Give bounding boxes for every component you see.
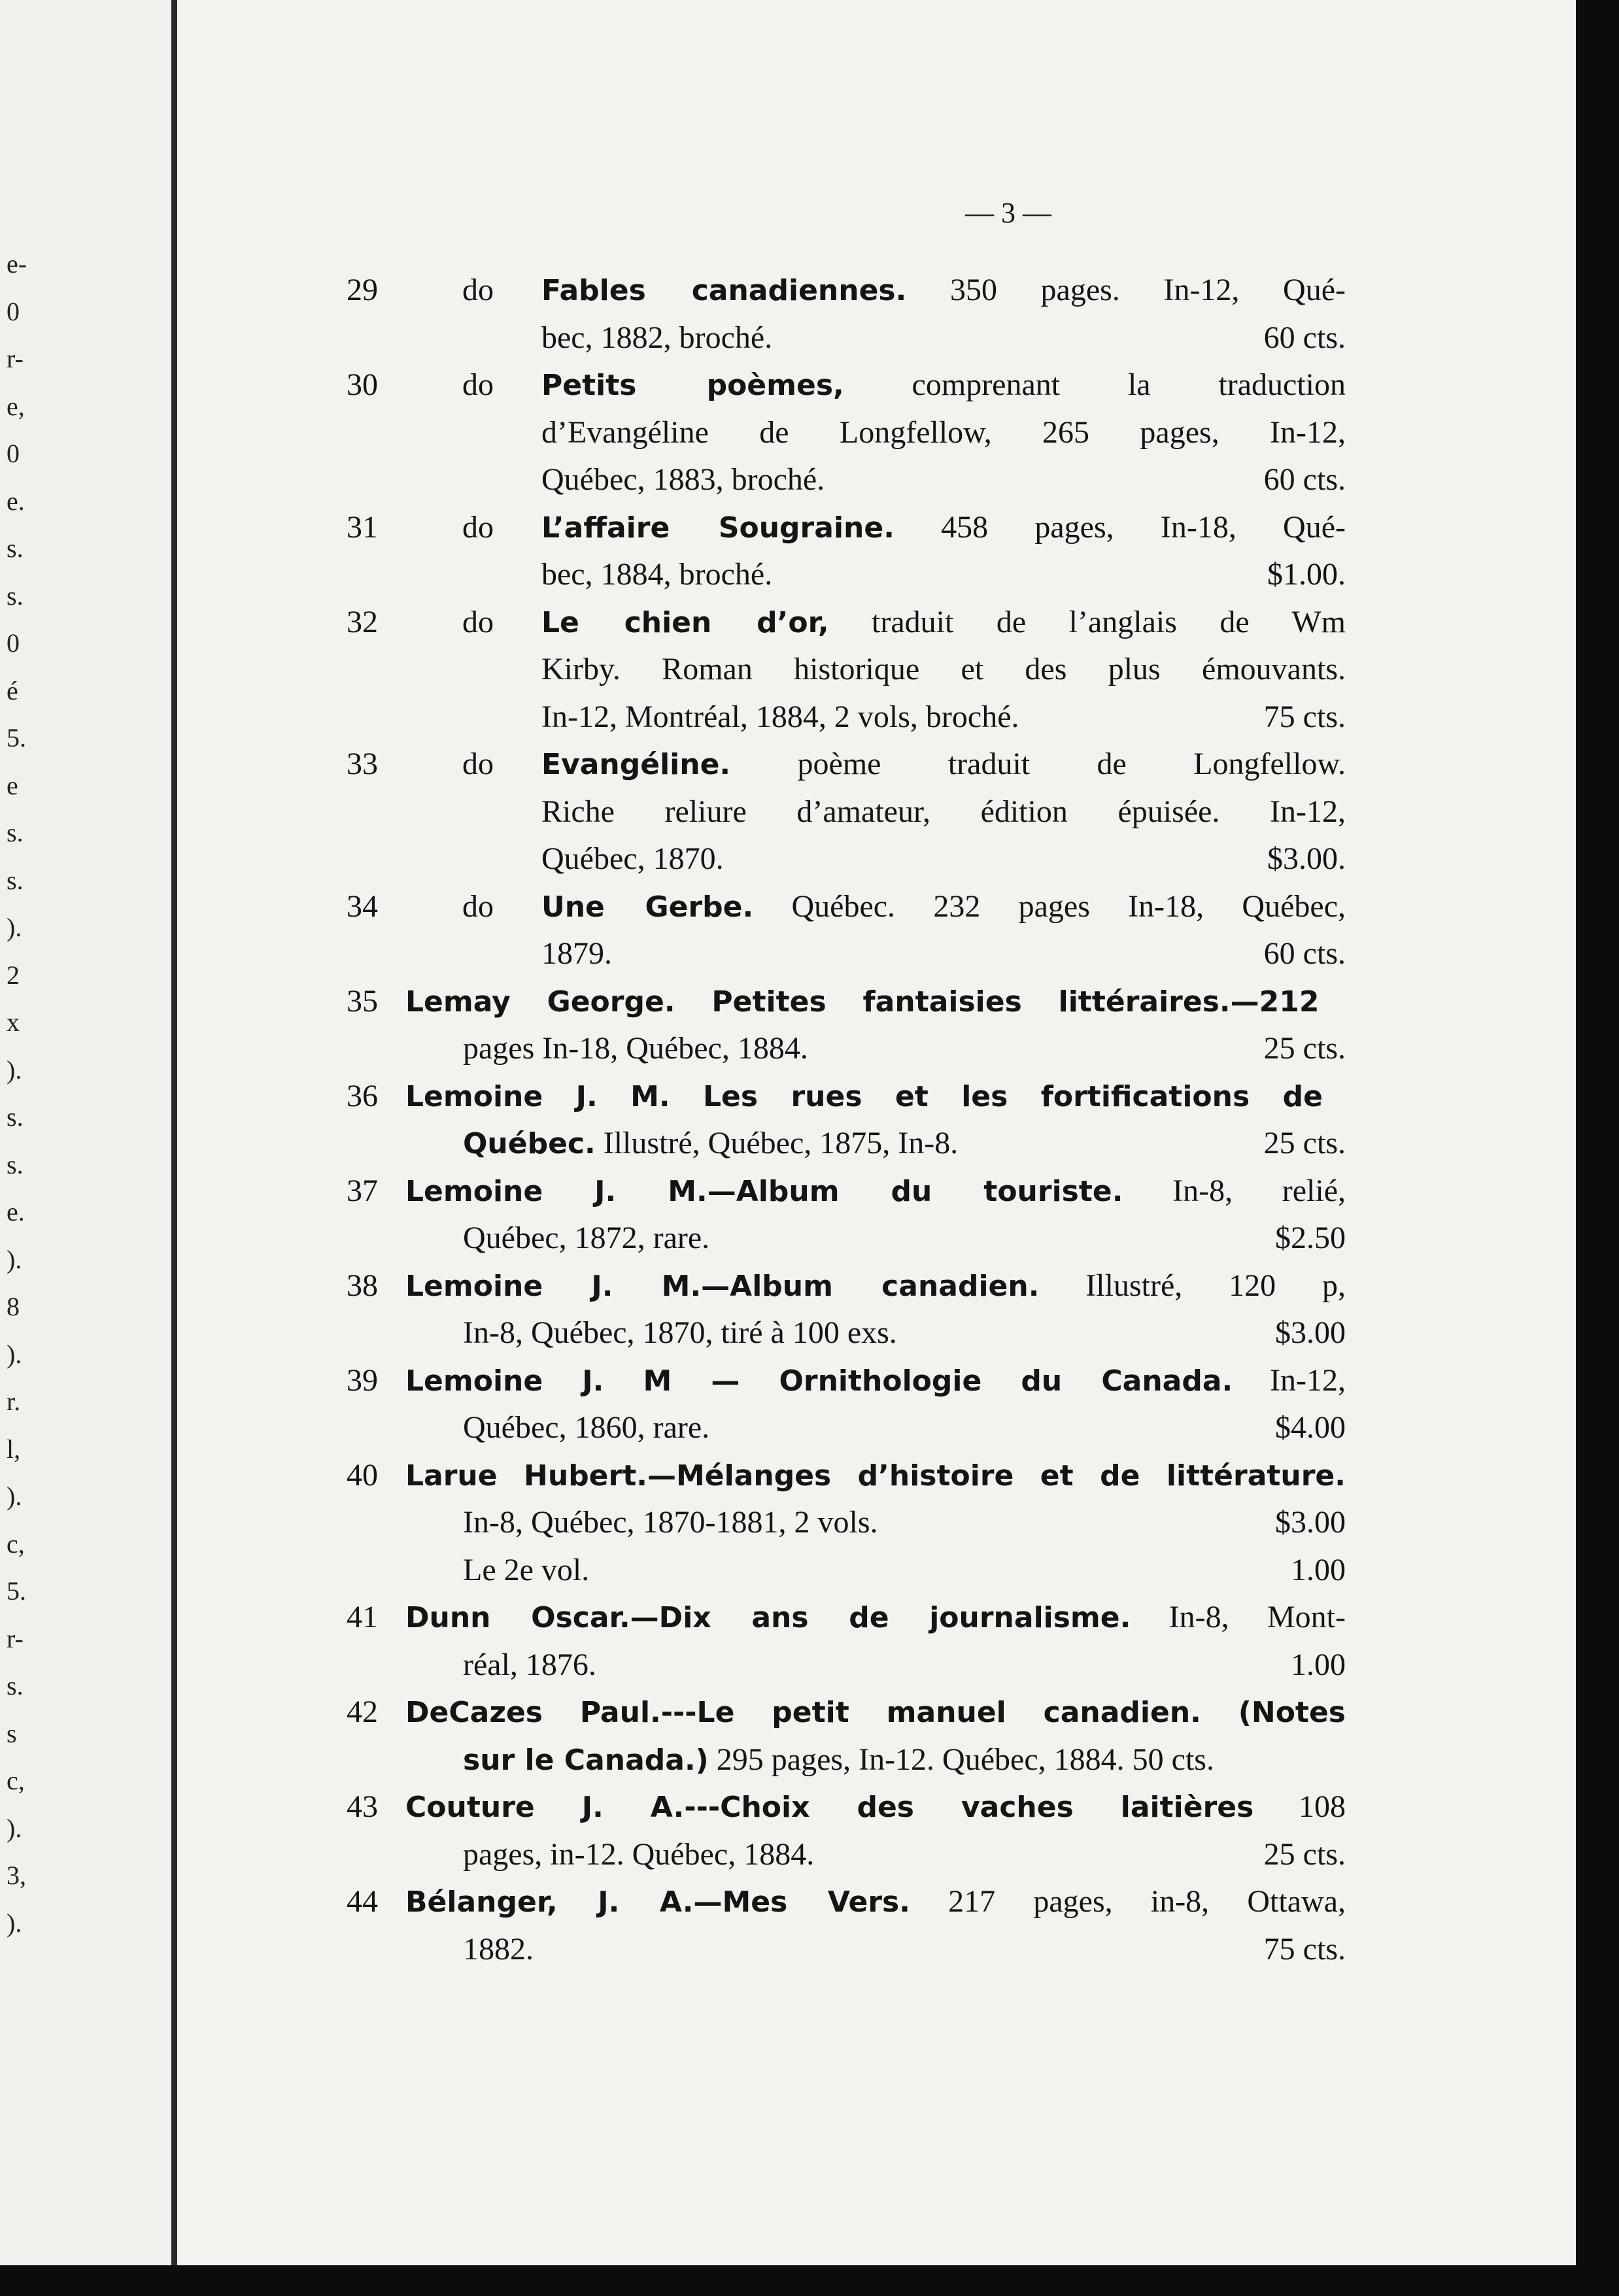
entry-detail: Illustré, 120 p, bbox=[1039, 1268, 1346, 1303]
entry-number: 43 bbox=[347, 1789, 378, 1824]
entry-text bbox=[541, 788, 1346, 836]
margin-fragment: 0 bbox=[7, 439, 20, 468]
entry-detail: In-8, Mont- bbox=[1131, 1600, 1346, 1634]
margin-fragment: s. bbox=[7, 865, 24, 895]
entry-detail: In-8, Québec, 1870-1881, 2 vols. bbox=[463, 1505, 878, 1540]
entry-line bbox=[0, 1452, 1619, 1499]
entry-number: 44 bbox=[347, 1884, 378, 1919]
entry-title: Evangéline. bbox=[541, 748, 731, 781]
entry-line bbox=[0, 1168, 1619, 1215]
margin-fragment: c, bbox=[7, 1528, 25, 1559]
margin-fragment: ). bbox=[7, 1813, 22, 1843]
entry-number: 29 bbox=[347, 273, 378, 307]
entry-ditto: do bbox=[462, 604, 494, 639]
margin-fragment: l, bbox=[7, 1434, 21, 1464]
entry-price: $3.00 bbox=[1275, 1505, 1346, 1540]
entry-title: Couture J. A.---Choix des vaches laitières bbox=[405, 1791, 1254, 1824]
margin-fragment: r- bbox=[7, 1623, 24, 1653]
entry-text bbox=[405, 1878, 1346, 1926]
entry-line bbox=[0, 314, 1619, 362]
entry-price: $2.50 bbox=[1275, 1221, 1346, 1255]
margin-fragment: ). bbox=[7, 1055, 22, 1085]
entry-text bbox=[541, 694, 1019, 741]
entry-title: sur le Canada.) bbox=[463, 1743, 709, 1777]
margin-fragment: 0 bbox=[7, 628, 20, 658]
entry-detail: Québec, 1872, rare. bbox=[463, 1221, 710, 1255]
entry-text bbox=[463, 1499, 878, 1546]
entry-detail: traduit de l’anglais de Wm bbox=[828, 604, 1346, 639]
entry-price: 25 cts. bbox=[1263, 1126, 1346, 1160]
entry-price: 25 cts. bbox=[1263, 1836, 1346, 1872]
margin-fragment: é bbox=[7, 675, 18, 705]
margin-fragment: c, bbox=[7, 1766, 25, 1795]
entry-title: Lemoine J. M. Les rues et les fortifications de bbox=[405, 1079, 1323, 1113]
entry-title: Une Gerbe. bbox=[541, 890, 754, 924]
entry-detail: 350 pages. In-12, Qué- bbox=[906, 273, 1346, 307]
entry-detail: pages, in-12. Québec, 1884. bbox=[463, 1836, 815, 1872]
entry-detail: pages In-18, Québec, 1884. bbox=[463, 1031, 808, 1066]
entry-detail: Le 2e vol. bbox=[463, 1552, 590, 1587]
entry-price: 60 cts. bbox=[1263, 936, 1346, 971]
margin-fragment: s. bbox=[7, 1671, 24, 1700]
entry-number: 39 bbox=[347, 1362, 378, 1398]
margin-fragment: s. bbox=[7, 1149, 24, 1179]
entry-text bbox=[405, 1262, 1346, 1310]
entry-detail: poème traduit de Longfellow. bbox=[730, 747, 1346, 781]
entry-text bbox=[541, 504, 1346, 552]
entry-text bbox=[463, 1736, 1214, 1784]
entry-title: Lemay George. Petites fantaisies littéraires.—212 bbox=[405, 985, 1320, 1019]
entry-number: 35 bbox=[347, 983, 378, 1019]
entry-line bbox=[0, 267, 1619, 314]
entry-line bbox=[0, 409, 1619, 456]
entry-title: Bélanger, J. A.—Mes Vers. bbox=[405, 1885, 910, 1919]
entry-text bbox=[405, 1357, 1346, 1405]
margin-fragment: ). bbox=[7, 913, 22, 942]
entry-line bbox=[0, 1642, 1619, 1689]
entry-text bbox=[405, 1168, 1346, 1215]
entry-price: 60 cts. bbox=[1263, 462, 1346, 497]
entry-title: Larue Hubert.—Mélanges d’histoire et de littérature. bbox=[405, 1459, 1346, 1493]
entry-detail: Riche reliure d’amateur, édition épuisée. In-12, bbox=[541, 794, 1346, 829]
entry-text bbox=[463, 1926, 534, 1973]
entry-text bbox=[405, 1783, 1346, 1831]
entry-text bbox=[463, 1642, 596, 1689]
margin-fragment: 8 bbox=[7, 1292, 20, 1321]
entry-number: 40 bbox=[347, 1457, 378, 1493]
entry-ditto: do bbox=[462, 367, 494, 402]
margin-fragment: e. bbox=[7, 1197, 25, 1226]
entry-number: 38 bbox=[347, 1268, 378, 1303]
entry-price: $3.00. bbox=[1267, 841, 1346, 876]
entry-line bbox=[0, 1736, 1619, 1783]
entry-price: $3.00 bbox=[1275, 1315, 1346, 1350]
entry-title: Lemoine J. M — Ornithologie du Canada. bbox=[405, 1364, 1233, 1398]
entry-line bbox=[0, 456, 1619, 503]
entry-text bbox=[541, 646, 1346, 693]
margin-fragment: e, bbox=[7, 391, 25, 421]
entry-title: Dunn Oscar.—Dix ans de journalisme. bbox=[405, 1601, 1131, 1634]
entry-number: 37 bbox=[347, 1173, 378, 1208]
entry-title: L’affaire Sougraine. bbox=[541, 511, 895, 545]
entry-line bbox=[0, 646, 1619, 693]
entry-line bbox=[0, 1357, 1619, 1404]
entry-detail: 295 pages, In-12. Québec, 1884. 50 cts. bbox=[708, 1742, 1214, 1777]
entry-detail: 1882. bbox=[463, 1931, 534, 1967]
entry-line bbox=[0, 930, 1619, 977]
entry-text bbox=[463, 1025, 808, 1072]
entry-title: Lemoine J. M.—Album canadien. bbox=[405, 1269, 1040, 1303]
entry-text bbox=[405, 1594, 1346, 1642]
entry-text bbox=[463, 1404, 709, 1451]
entry-detail: In-8, relié, bbox=[1123, 1173, 1346, 1208]
entry-detail: réal, 1876. bbox=[463, 1647, 596, 1682]
entry-text bbox=[405, 1452, 1346, 1500]
margin-fragment: 3, bbox=[7, 1861, 26, 1890]
entry-number: 36 bbox=[347, 1078, 378, 1113]
margin-fragment: 5. bbox=[7, 1576, 26, 1606]
margin-fragment: r- bbox=[7, 344, 24, 373]
entry-text bbox=[541, 362, 1346, 409]
margin-fragment: e bbox=[7, 770, 18, 800]
entry-ditto: do bbox=[462, 509, 494, 545]
entry-text bbox=[541, 836, 724, 883]
entry-line bbox=[0, 978, 1619, 1025]
entry-title: Québec. bbox=[463, 1127, 596, 1160]
entry-line bbox=[0, 599, 1619, 646]
entry-ditto: do bbox=[462, 747, 494, 781]
entry-line bbox=[0, 1120, 1619, 1167]
entry-title: Fables canadiennes. bbox=[541, 274, 907, 307]
entry-number: 32 bbox=[347, 604, 378, 639]
entry-detail: Québec, 1883, broché. bbox=[541, 462, 825, 497]
page-number: — 3 — bbox=[965, 197, 1051, 229]
entry-number: 41 bbox=[347, 1600, 378, 1634]
entry-line bbox=[0, 694, 1619, 741]
entry-detail: comprenant la traduction bbox=[844, 367, 1346, 402]
entry-line bbox=[0, 1831, 1619, 1878]
margin-fragment: x bbox=[7, 1007, 20, 1037]
margin-fragment: 0 bbox=[7, 296, 20, 326]
entry-detail: bec, 1884, broché. bbox=[541, 557, 773, 592]
entry-line bbox=[0, 1878, 1619, 1925]
entry-number: 42 bbox=[347, 1695, 378, 1729]
margin-fragment: ). bbox=[7, 1244, 22, 1274]
entry-line bbox=[0, 1499, 1619, 1546]
entry-detail: Québec. 232 pages In-18, Québec, bbox=[753, 888, 1346, 924]
entry-line bbox=[0, 1689, 1619, 1736]
entry-text bbox=[541, 599, 1346, 647]
margin-fragment: s. bbox=[7, 533, 24, 563]
entry-text bbox=[463, 1309, 897, 1357]
entry-ditto: do bbox=[462, 273, 494, 307]
entry-price: $4.00 bbox=[1275, 1410, 1346, 1445]
margin-fragment: s bbox=[7, 1718, 17, 1748]
entry-price: $1.00. bbox=[1267, 557, 1346, 592]
entry-detail: bec, 1882, broché. bbox=[541, 320, 773, 355]
entry-price: 1.00 bbox=[1291, 1647, 1346, 1682]
bottom-edge bbox=[0, 2265, 1619, 2296]
entry-title: Lemoine J. M.—Album du touriste. bbox=[405, 1174, 1123, 1208]
entry-text bbox=[541, 314, 772, 362]
entry-title: Petits poèmes, bbox=[541, 369, 844, 402]
entry-line bbox=[0, 362, 1619, 409]
entry-price: 1.00 bbox=[1291, 1552, 1346, 1587]
entry-line bbox=[0, 1594, 1619, 1641]
entry-text bbox=[541, 267, 1346, 314]
entry-detail: 1879. bbox=[541, 936, 612, 971]
margin-fragment: e. bbox=[7, 486, 25, 516]
entry-line bbox=[0, 1025, 1619, 1072]
entry-detail: d’Evangéline de Longfellow, 265 pages, In-12, bbox=[541, 414, 1346, 450]
entry-text bbox=[463, 1120, 958, 1168]
entry-number: 34 bbox=[347, 888, 378, 924]
entry-text bbox=[405, 1689, 1346, 1736]
entry-price: 75 cts. bbox=[1263, 699, 1346, 734]
margin-fragment: r. bbox=[7, 1387, 21, 1416]
entry-detail: In-12, bbox=[1233, 1362, 1346, 1398]
entry-ditto: do bbox=[462, 888, 494, 924]
entry-line bbox=[0, 836, 1619, 883]
margin-fragment: ). bbox=[7, 1481, 22, 1511]
entry-line bbox=[0, 883, 1619, 930]
entry-price: 60 cts. bbox=[1263, 320, 1346, 355]
margin-fragment: s. bbox=[7, 1102, 24, 1132]
entry-detail: Illustré, Québec, 1875, In-8. bbox=[595, 1126, 959, 1160]
entry-line bbox=[0, 1309, 1619, 1357]
entry-number: 33 bbox=[347, 747, 378, 781]
entry-number: 30 bbox=[347, 367, 378, 402]
entry-line bbox=[0, 1404, 1619, 1451]
entry-line bbox=[0, 504, 1619, 551]
entry-detail: 108 bbox=[1253, 1789, 1346, 1824]
entry-detail: Kirby. Roman historique et des plus émouvants. bbox=[541, 652, 1346, 686]
entry-detail: 458 pages, In-18, Qué- bbox=[894, 509, 1346, 545]
margin-fragment: e- bbox=[7, 249, 27, 279]
entry-price: 75 cts. bbox=[1263, 1931, 1346, 1967]
entry-detail: Québec, 1860, rare. bbox=[463, 1410, 710, 1445]
entry-detail: Québec, 1870. bbox=[541, 841, 724, 876]
entry-title: DeCazes Paul.---Le petit manuel canadien. (Notes bbox=[405, 1696, 1346, 1729]
entry-title: Le chien d’or, bbox=[541, 605, 829, 639]
entry-text bbox=[463, 1215, 709, 1262]
entry-text bbox=[541, 930, 612, 977]
margin-fragment: s. bbox=[7, 581, 24, 611]
entry-number: 31 bbox=[347, 509, 378, 545]
entry-detail: In-8, Québec, 1870, tiré à 100 exs. bbox=[463, 1315, 897, 1350]
entry-line bbox=[0, 741, 1619, 788]
margin-fragment: ). bbox=[7, 1908, 22, 1938]
margin-fragment: 5. bbox=[7, 723, 26, 752]
entry-line bbox=[0, 788, 1619, 836]
entry-line bbox=[0, 1783, 1619, 1831]
entry-text bbox=[463, 1547, 589, 1594]
margin-fragment: ). bbox=[7, 1339, 22, 1369]
entry-line bbox=[0, 1926, 1619, 1973]
entry-line bbox=[0, 1262, 1619, 1309]
entry-line bbox=[0, 1547, 1619, 1594]
margin-fragment: s. bbox=[7, 818, 24, 847]
entry-line bbox=[0, 1215, 1619, 1262]
entry-text bbox=[541, 883, 1346, 931]
entry-line bbox=[0, 1073, 1619, 1120]
entry-detail: 217 pages, in-8, Ottawa, bbox=[910, 1884, 1346, 1919]
entry-text bbox=[541, 409, 1346, 456]
entry-text bbox=[405, 978, 1319, 1026]
entry-price: 25 cts. bbox=[1263, 1031, 1346, 1066]
entry-text bbox=[541, 551, 772, 598]
entry-text bbox=[541, 741, 1346, 788]
entry-text bbox=[463, 1831, 814, 1878]
entry-detail: In-12, Montréal, 1884, 2 vols, broché. bbox=[541, 699, 1019, 734]
entry-line bbox=[0, 551, 1619, 598]
entry-text bbox=[541, 456, 825, 503]
entry-text bbox=[405, 1073, 1323, 1121]
margin-fragment: 2 bbox=[7, 960, 20, 990]
